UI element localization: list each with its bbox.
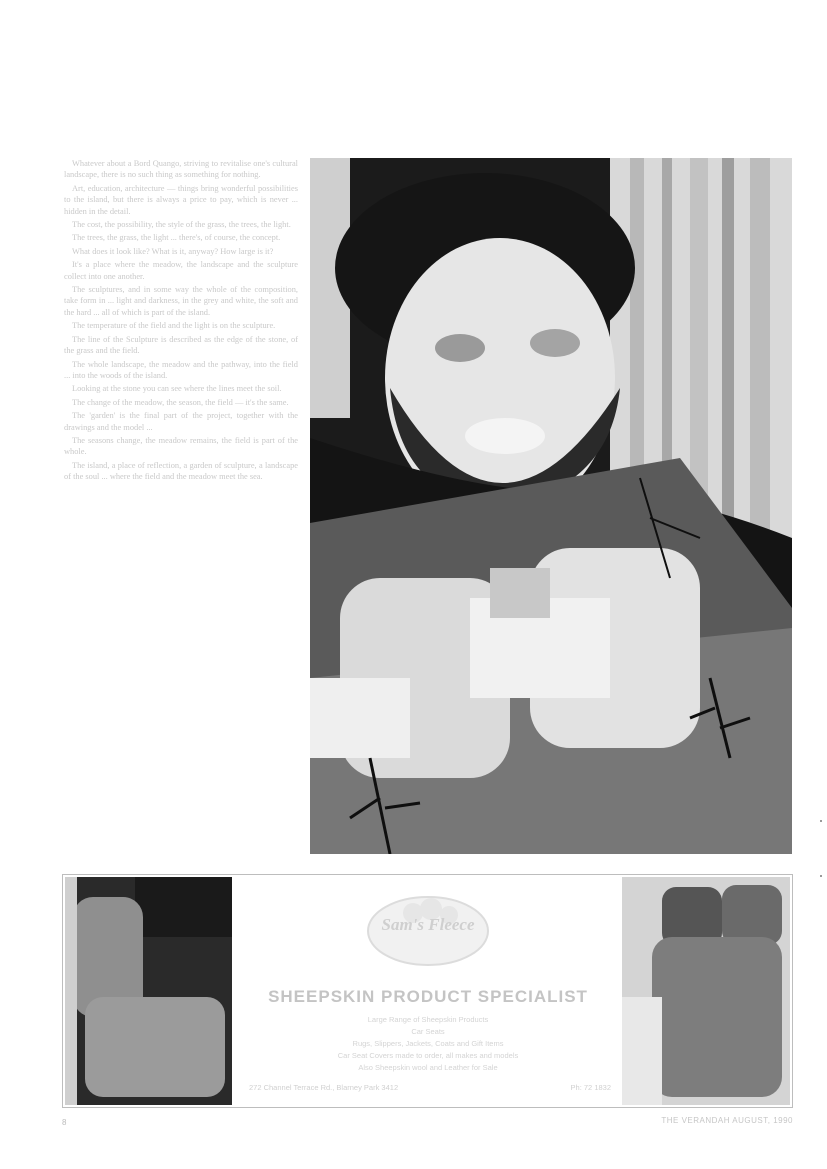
article-paragraph: It's a place where the meadow, the landscape and the sculpture collect into one another. [64, 260, 298, 281]
sculpture-model [310, 458, 792, 854]
ad-text-panel [235, 877, 621, 1105]
margin-speck [820, 875, 822, 877]
portrait-photo-graphic [310, 158, 792, 854]
car-seat-graphic-left [65, 877, 232, 1105]
article-paragraph: The temperature of the field and the light is on the sculpture. [72, 321, 276, 331]
article-paragraph: Looking at the stone you can see where the lines meet the soil. [72, 384, 282, 394]
ad-text-line: Also Sheepskin wool and Leather for Sale [358, 1063, 498, 1072]
ad-text-line: Car Seats [411, 1027, 445, 1036]
article-paragraph: Whatever about a Bord Quango, striving to revitalise one's cultural landscape, there is no such thing as something for nothing. [64, 159, 298, 180]
ad-text-line: Car Seat Covers made to order, all makes and models [337, 1051, 519, 1060]
article-paragraph: What does it look like? What is it, anyway? How large is it? [72, 246, 274, 256]
publication-footer: THE VERANDAH AUGUST, 1990 [661, 1116, 793, 1125]
article-paragraph: The trees, the grass, the light ... there's, of course, the concept. [72, 233, 281, 243]
ad-address: 272 Channel Terrace Rd., Blarney Park 3412 [249, 1083, 399, 1092]
article-paragraph: The seasons change, the meadow remains, the field is part of the whole. [64, 435, 298, 457]
ad-contact-line [249, 1083, 611, 1092]
ad-logo-wordmark: Sam's Fleece [381, 915, 475, 934]
car-seat-graphic-right [622, 877, 790, 1105]
article-paragraph: The change of the meadow, the season, the field — it's the same. [72, 397, 289, 407]
article-text-column [64, 158, 298, 485]
article-paragraph: The cost, the possibility, the style of the grass, the trees, the light. [72, 220, 291, 230]
article-paragraph: The sculptures, and in some way the whole of the composition, take form in ... light and darkness, in the grey and white, the soft and the hard ... all of which is part of the island. [64, 285, 298, 317]
margin-speck [820, 820, 822, 822]
car-seat-photo-right [622, 877, 790, 1105]
ad-headline: SHEEPSKIN PRODUCT SPECIALIST [268, 987, 588, 1006]
car-seat-photo-left [65, 877, 232, 1105]
ad-text-line: Large Range of Sheepskin Products [367, 1015, 489, 1024]
ad-phone: Ph: 72 1832 [570, 1083, 611, 1092]
portrait-photo-with-model [310, 158, 792, 854]
article-paragraph: The whole landscape, the meadow and the pathway, into the field ... into the woods of the island. [64, 359, 298, 380]
page-number: 8 [62, 1118, 67, 1127]
article-paragraph: Art, education, architecture — things bring wonderful possibilities to the island, but there is always a price to pay, which is never ... hidden in the detail. [64, 183, 298, 216]
article-paragraph: The line of the Sculpture is described as the edge of the stone, of the grass and the field. [64, 334, 298, 356]
article-paragraph: The 'garden' is the final part of the project, together with the drawings and the model ... [64, 411, 298, 432]
article-paragraph: The island, a place of reflection, a garden of sculpture, a landscape of the soul ... where the field and the meadow meet the sea. [64, 460, 298, 482]
ad-text-line: Rugs, Slippers, Jackets, Coats and Gift Items [352, 1039, 504, 1048]
sheepskin-advertisement [62, 874, 793, 1108]
